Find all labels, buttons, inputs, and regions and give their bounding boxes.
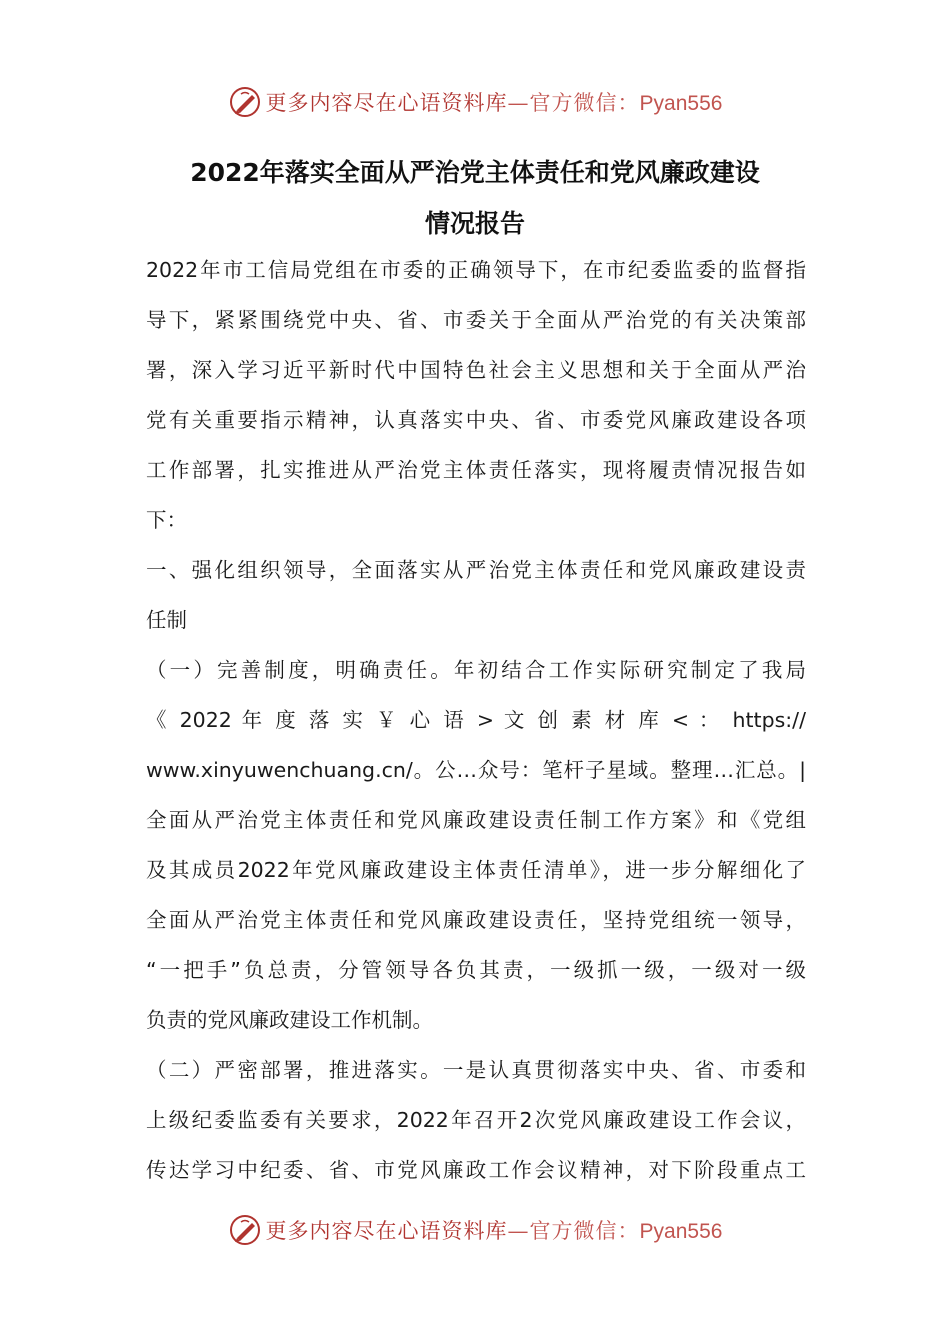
body-line: www.xinyuwenchuang.cn/。公…众号：笔杆子星域。整理…汇总。| xyxy=(146,758,806,782)
body-line: （二）严密部署，推进落实。一是认真贯彻落实中央、省、市委和 xyxy=(146,1058,806,1082)
watermark-banner-bottom xyxy=(0,1210,950,1250)
body-line: 党有关重要指示精神，认真落实中央、省、市委党风廉政建设各项 xyxy=(146,408,806,432)
body-line: 全面从严治党主体责任和党风廉政建设责任制工作方案》和《党组 xyxy=(146,808,806,832)
pen-logo-icon xyxy=(228,85,262,119)
body-line: 传达学习中纪委、省、市党风廉政工作会议精神，对下阶段重点工 xyxy=(146,1158,806,1182)
watermark-text: 更多内容尽在心语资料库—官方微信：Pyan556 xyxy=(265,91,723,115)
body-line: 及其成员2022年党风廉政建设主体责任清单》，进一步分解细化了 xyxy=(146,858,806,882)
document-title-line-2: 情况报告 xyxy=(424,209,525,238)
body-line: （一）完善制度，明确责任。年初结合工作实际研究制定了我局 xyxy=(146,658,806,682)
body-line: 上级纪委监委有关要求，2022年召开2次党风廉政建设工作会议， xyxy=(146,1108,806,1132)
document-title-line-1: 2022年落实全面从严治党主体责任和党风廉政建设 xyxy=(190,158,760,187)
body-line: 导下，紧紧围绕党中央、省、市委关于全面从严治党的有关决策部 xyxy=(146,308,806,332)
body-line: 《 2022 年 度 落 实 ￥ 心 语 > 文 创 素 材 库 < ： https:// xyxy=(146,708,806,732)
body-line: 下： xyxy=(146,508,187,532)
body-line: 署，深入学习近平新时代中国特色社会主义思想和关于全面从严治 xyxy=(146,358,806,382)
body-line: 负责的党风廉政建设工作机制。 xyxy=(146,1008,433,1032)
body-line: 2022年市工信局党组在市委的正确领导下，在市纪委监委的监督指 xyxy=(146,258,806,282)
watermark-text: 更多内容尽在心语资料库—官方微信：Pyan556 xyxy=(265,1219,723,1243)
document-body xyxy=(146,250,806,1200)
body-line: “一把手”负总责，分管领导各负其责，一级抓一级，一级对一级 xyxy=(146,958,806,982)
body-line: 全面从严治党主体责任和党风廉政建设责任，坚持党组统一领导， xyxy=(146,908,806,932)
section-heading-line: 任制 xyxy=(146,608,187,632)
section-heading-line: 一、强化组织领导，全面落实从严治党主体责任和党风廉政建设责 xyxy=(146,558,806,582)
pen-logo-icon xyxy=(228,1213,262,1247)
body-line: 工作部署，扎实推进从严治党主体责任落实，现将履责情况报告如 xyxy=(146,458,806,482)
watermark-banner-top xyxy=(0,82,950,122)
